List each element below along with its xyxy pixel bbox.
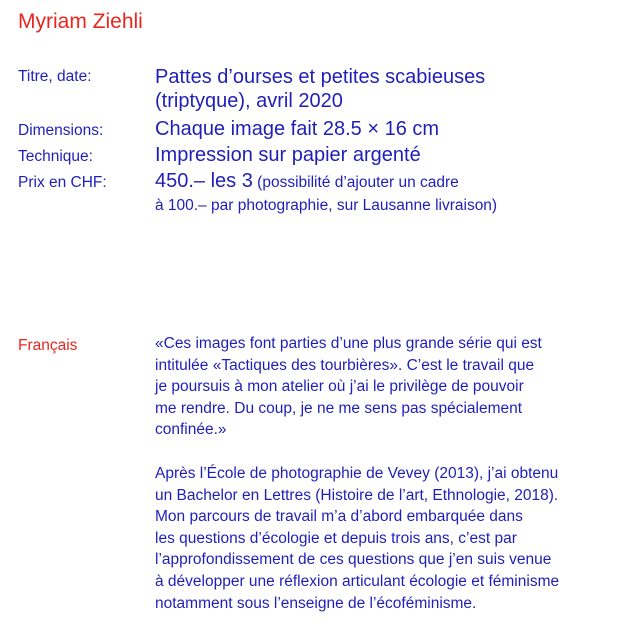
price-label: Prix en CHF: — [18, 174, 107, 191]
paragraph-bio — [155, 463, 559, 614]
paragraph-line: intitulée «Tactiques des tourbières». C’est le travail que — [155, 356, 535, 374]
title-label: Titre, date: — [18, 68, 92, 85]
dimensions-value: Chaque image fait 28.5 × 16 cm — [155, 118, 440, 140]
paragraph-quote — [155, 333, 542, 441]
paragraph-line: Après l’École de photographie de Vevey (2013), j’ai obtenu — [155, 465, 559, 482]
title-value — [155, 65, 485, 113]
language-label: Français — [18, 337, 78, 354]
paragraph-line: un Bachelor en Lettres (Histoire de l’art, Ethnologie, 2018). — [155, 486, 559, 504]
price-note-1: (possibilité d’ajouter un cadre — [252, 174, 459, 191]
technique-value: Impression sur papier argenté — [155, 144, 421, 166]
paragraph-line: notamment sous l’enseigne de l’écoféminisme. — [155, 594, 477, 612]
paragraph-line: l’approfondissement de ces questions que j’en suis venue — [155, 551, 552, 569]
technique-label: Technique: — [18, 148, 93, 165]
price-note-2: à 100.– par photographie, sur Lausanne livraison) — [155, 197, 498, 214]
paragraph-line: Mon parcours de travail m’a d’abord embarquée dans — [155, 508, 523, 526]
paragraph-line: les questions d’écologie et depuis trois ans, c’est par — [155, 529, 517, 547]
paragraph-line: «Ces images font parties d’une plus grande série qui est — [155, 335, 542, 352]
paragraph-line: à développer une réflexion articulant écologie et féminisme — [155, 572, 560, 590]
price-main: 450.– les 3 — [155, 170, 253, 192]
artist-name: Myriam Ziehli — [18, 10, 143, 33]
title-line-2: (triptyque), avril 2020 — [155, 90, 343, 112]
paragraph-line: je poursuis à mon atelier où j’ai le privilège de pouvoir — [155, 378, 524, 396]
price-value — [155, 169, 497, 217]
paragraph-line: me rendre. Du coup, je ne me sens pas spécialement — [155, 399, 523, 417]
dimensions-label: Dimensions: — [18, 122, 104, 139]
paragraph-line: confinée.» — [155, 421, 227, 439]
title-line-1: Pattes d’ourses et petites scabieuses — [155, 66, 486, 88]
